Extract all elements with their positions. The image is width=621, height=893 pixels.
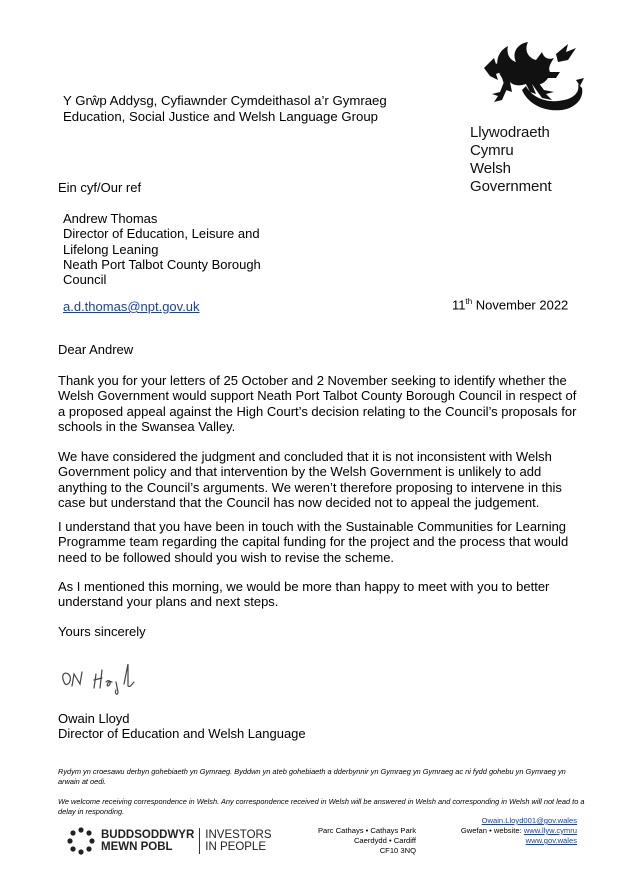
letter-date xyxy=(452,297,568,312)
welsh-government-logo xyxy=(470,38,590,196)
address-line2: Caerdydd • Cardiff xyxy=(353,836,416,845)
date-day: 11 xyxy=(452,297,466,313)
contact-email-link[interactable]: Owain.Lloyd001@gov.wales xyxy=(481,816,577,825)
recipient-title-line2: Lifelong Leaning xyxy=(63,241,159,257)
welsh-language-notice-welsh: Rydym yn croesawu derbyn gohebiaeth yn Gymraeg. Byddwn yn ateb gohebiaeth a dderbynnir yn Gymraeg yn Gymraeg ac ni fydd gohebu yn Gymraeg yn arwain at oedi. xyxy=(58,767,566,786)
logo-text-english: Welsh Government xyxy=(470,160,552,195)
recipient-org-line2: Council xyxy=(63,272,107,288)
salutation: Dear Andrew xyxy=(58,342,134,357)
dragon-icon xyxy=(472,38,584,118)
investors-in-people-logo xyxy=(66,826,272,856)
body-paragraph: As I mentioned this morning, we would be more than happy to meet with you to better understand your plans and next steps. xyxy=(58,579,550,610)
date-month-year: November 2022 xyxy=(472,297,569,313)
website-label: Gwefan • website: xyxy=(460,826,524,835)
postal-address xyxy=(300,826,416,856)
recipient-title-line1: Director of Education, Leisure and xyxy=(63,226,260,242)
department-name xyxy=(63,93,387,125)
contact-details xyxy=(420,816,577,846)
closing: Yours sincerely xyxy=(58,624,146,639)
date-suffix: th xyxy=(465,297,473,306)
signer-name: Owain Lloyd xyxy=(58,711,130,726)
body-paragraph: Thank you for your letters of 25 October and 2 November seeking to identify whether the Welsh Government would support Neath Port Talbot County Borough Council in respect of a proposed appeal against the High Court’s decision relating to the Council’s proposals for schools in the Swansea Valley. xyxy=(58,373,577,434)
body-paragraph: We have considered the judgment and concluded that it is not inconsistent with Welsh Government policy and that intervention by the Welsh Government is unlikely to add anything to the Council’s arguments. We weren’t therefore proposing to intervene in this case but understand that the Council has now decided not to appeal the judgement. xyxy=(58,449,562,510)
our-ref-label: Ein cyf/Our ref xyxy=(58,180,142,195)
department-name-english: Education, Social Justice and Welsh Language Group xyxy=(63,109,378,124)
iip-welsh-line2: MEWN POBL xyxy=(101,841,173,853)
iip-english-line1: INVESTORS xyxy=(205,828,272,841)
handwritten-signature xyxy=(58,656,148,701)
body-paragraph: I understand that you have been in touch with the Sustainable Communities for Learning Programme team regarding the capital funding for the project and the process that would need to be followed should you wish to revise the scheme. xyxy=(58,519,569,565)
iip-divider xyxy=(199,828,200,854)
address-line1: Parc Cathays • Cathays Park xyxy=(317,826,416,835)
recipient-org-line1: Neath Port Talbot County Borough xyxy=(63,256,261,272)
iip-english-line2: IN PEOPLE xyxy=(205,841,266,853)
address-line3: CF10 3NQ xyxy=(379,846,416,855)
logo-text-welsh: Llywodraeth Cymru xyxy=(470,124,550,159)
website-english-link[interactable]: www.gov.wales xyxy=(525,836,577,845)
signer-title: Director of Education and Welsh Language xyxy=(58,726,306,742)
department-name-welsh: Y Grŵp Addysg, Cyfiawnder Cymdeithasol a’r Gymraeg xyxy=(63,93,387,108)
recipient-address xyxy=(63,211,261,287)
recipient-email-link[interactable]: a.d.thomas@npt.gov.uk xyxy=(63,299,200,314)
recipient-name: Andrew Thomas xyxy=(63,211,158,226)
website-welsh-link[interactable]: www.llyw.cymru xyxy=(523,826,577,835)
signer-block xyxy=(58,711,306,742)
iip-welsh-line1: BUDDSODDWYR xyxy=(101,828,195,841)
iip-emblem-icon xyxy=(66,826,96,856)
welsh-language-notice-english: We welcome receiving correspondence in Welsh. Any correspondence received in Welsh will be answered in Welsh and corresponding in Welsh will not lead to a delay in responding. xyxy=(58,797,585,816)
